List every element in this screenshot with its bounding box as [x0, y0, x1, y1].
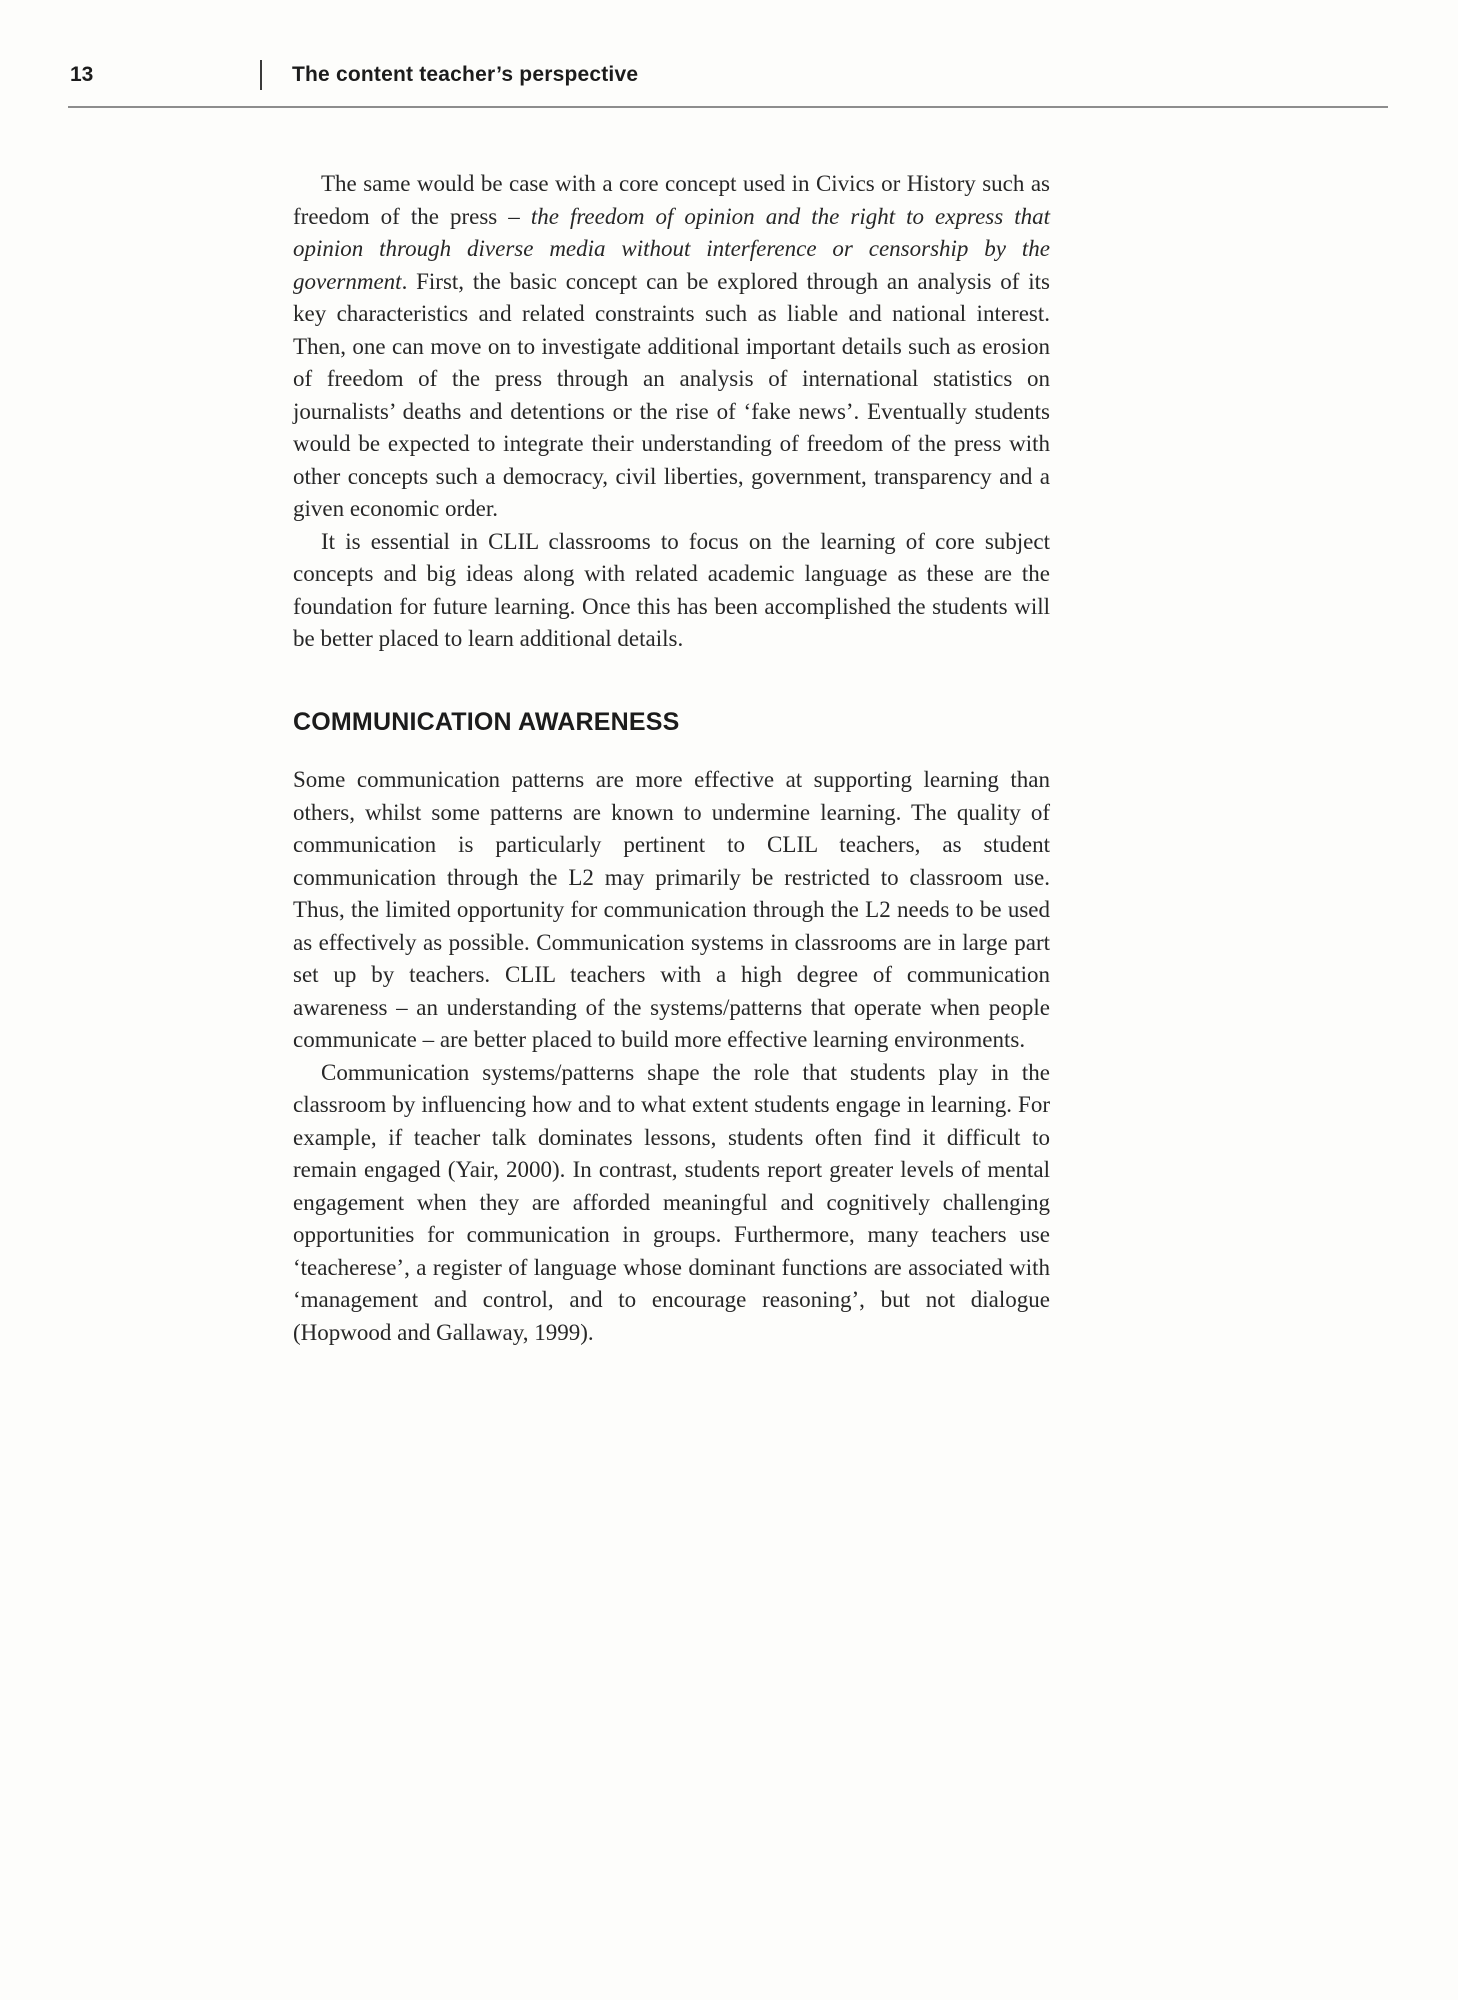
- section-heading: COMMUNICATION AWARENESS: [293, 707, 680, 736]
- paragraph-italic-text: the freedom of opinion and the right to express that opinion through diverse media without interference or censorship by the government: [293, 203, 1050, 294]
- running-header-title: The content teacher’s perspective: [292, 63, 639, 86]
- header-rule: [68, 106, 1388, 108]
- page-content: [293, 168, 1050, 1349]
- body-paragraph-1: [293, 168, 1050, 526]
- page-header: [70, 60, 1388, 90]
- body-paragraph-2: It is essential in CLIL classrooms to focus on the learning of core subject concepts and big ideas along with related academic language as these are the foundation for future learning. Once this has been accomplished the students will be better placed to learn additional details.: [293, 528, 1050, 651]
- body-paragraph-4: Communication systems/patterns shape the role that students play in the classroom by influencing how and to what extent students engage in learning. For example, if teacher talk dominates lessons, students often find it difficult to remain engaged (Yair, 2000). In contrast, students report greater levels of mental engagement when they are afforded meaningful and cognitively challenging opportunities for communication in groups. Furthermore, many teachers use ‘teacherese’, a register of language whose dominant functions are associated with ‘management and control, and to encourage reasoning’, but not dialogue (Hopwood and Gallaway, 1999).: [293, 1059, 1050, 1345]
- header-divider: [260, 60, 262, 90]
- body-paragraph-3: Some communication patterns are more effective at supporting learning than others, whilst some patterns are known to undermine learning. The quality of communication is particularly pertinent to CLIL teachers, as student communication through the L2 may primarily be restricted to classroom use. Thus, the limited opportunity for communication through the L2 needs to be used as effectively as possible. Communication systems in classrooms are in large part set up by teachers. CLIL teachers with a high degree of communication awareness – an understanding of the systems/patterns that operate when people communicate – are better placed to build more effective learning environments.: [293, 767, 1050, 1052]
- paragraph-text-before-italic: The same would be case with a core concept used in Civics or History such as freedom of the press –: [293, 171, 1050, 229]
- page-number: 13: [70, 63, 94, 86]
- paragraph-text-after-italic: . First, the basic concept can be explored through an analysis of its key characteristics and related constraints such as liable and national interest. Then, one can move on to investigate additional important details such as erosion of freedom of the press through an analysis of international statistics on journalists’ deaths and detentions or the rise of ‘fake news’. Eventually students would be expected to integrate their understanding of freedom of the press with other concepts such a democracy, civil liberties, government, transparency and a given economic order.: [293, 268, 1050, 521]
